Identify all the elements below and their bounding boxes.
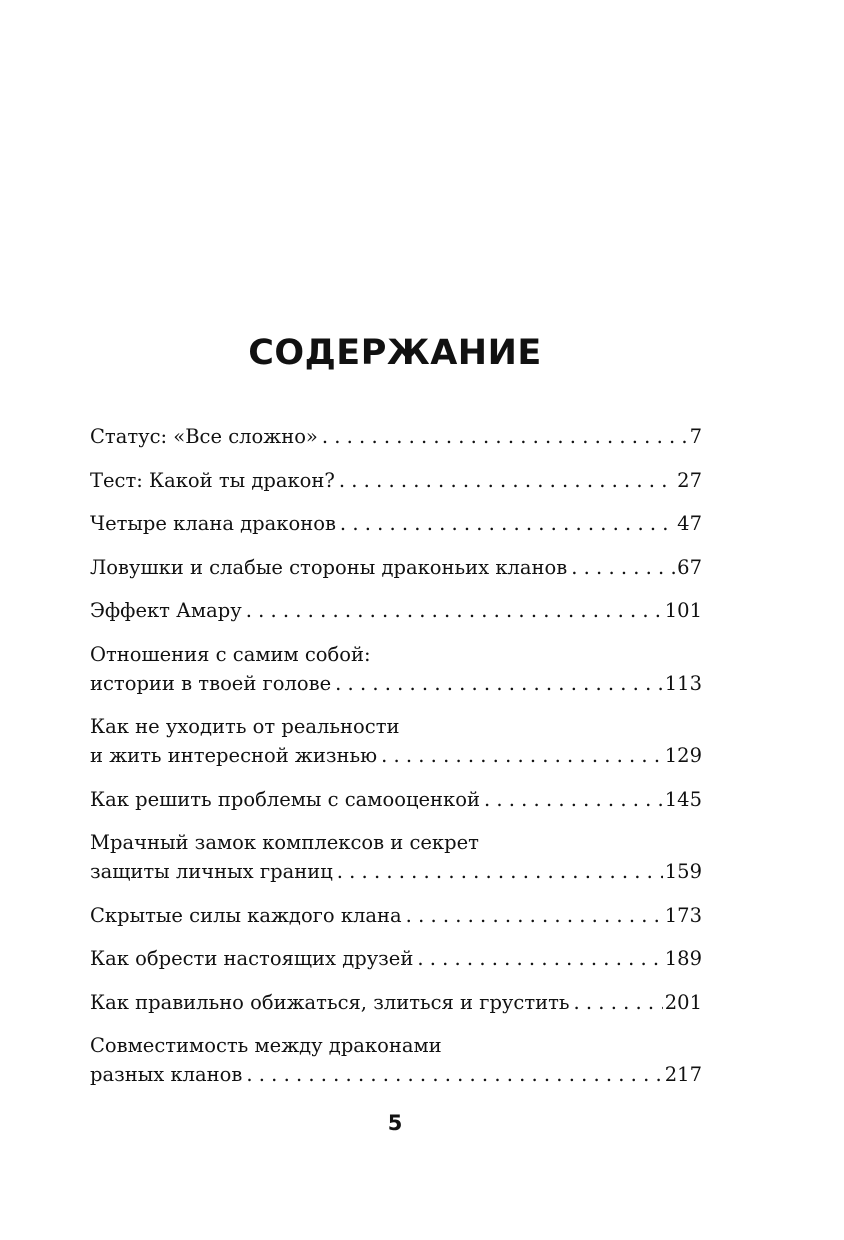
dot-leader <box>413 944 662 973</box>
dot-leader <box>242 596 663 625</box>
toc-entry-row <box>90 741 702 770</box>
toc-entry-page: 145 <box>664 787 702 811</box>
toc-entry-title: Ловушки и слабые стороны драконьих кланов <box>90 555 568 579</box>
dot-leader <box>336 509 675 538</box>
toc-entry <box>90 596 702 625</box>
toc-entry-row <box>90 669 702 698</box>
toc-entry <box>90 640 702 698</box>
toc-entry-row <box>90 596 702 625</box>
toc-entry <box>90 988 702 1017</box>
dot-leader <box>402 901 663 930</box>
page-title: СОДЕРЖАНИЕ <box>248 333 542 373</box>
toc-entry-page: 129 <box>664 744 702 767</box>
toc-entry-page: 189 <box>664 947 702 970</box>
toc-entry-row <box>90 422 702 451</box>
toc-entry-page: 201 <box>664 990 702 1014</box>
toc-entry-page: 173 <box>664 903 702 927</box>
toc-entry <box>90 553 702 582</box>
toc-entry-row <box>90 901 702 930</box>
toc-entry-row <box>90 1060 702 1089</box>
toc-entry-page: 217 <box>664 1063 702 1086</box>
toc-entry-title: Эффект Амару <box>90 599 242 622</box>
toc-entry-title: Статус: «Все сложно» <box>90 425 318 448</box>
dot-leader <box>570 988 663 1017</box>
toc-entry-page: 7 <box>689 425 702 448</box>
dot-leader <box>335 466 675 495</box>
toc-entry-row <box>90 509 702 538</box>
toc-entry-row <box>90 944 702 973</box>
toc-entry-title-line: Мрачный замок комплексов и секрет <box>90 831 479 854</box>
toc-entry-title: защиты личных границ <box>90 860 333 883</box>
toc-entry-title: Как обрести настоящих друзей <box>90 947 414 970</box>
toc-entry <box>90 1031 702 1089</box>
toc-entry-title: Как правильно обижаться, злиться и грустить <box>90 990 570 1014</box>
toc-entry-title: Как решить проблемы с самооценкой <box>90 787 480 811</box>
toc-entry <box>90 785 702 814</box>
dot-leader <box>480 785 663 814</box>
toc-entry-row <box>90 857 702 886</box>
toc-entry-title: разных кланов <box>90 1063 243 1086</box>
toc-entry-title: Тест: Какой ты дракон? <box>90 468 335 492</box>
toc-entry <box>90 509 702 538</box>
toc-entry-title: Скрытые силы каждого клана <box>90 903 402 927</box>
dot-leader <box>331 669 663 698</box>
toc-entry <box>90 712 702 770</box>
toc-entry <box>90 422 702 451</box>
toc-entry <box>90 901 702 930</box>
toc-entry-title-line: Как не уходить от реальности <box>90 715 400 738</box>
toc-entry-title: Четыре клана драконов <box>90 512 336 535</box>
dot-leader <box>318 422 688 451</box>
toc-entry-title-line: Совместимость между драконами <box>90 1034 442 1057</box>
toc-entry-page: 101 <box>664 599 702 622</box>
toc-entry-page: 67 <box>677 555 702 579</box>
toc-entry-title: истории в твоей голове <box>90 671 332 695</box>
page-number: 5 <box>387 1111 403 1135</box>
dot-leader <box>567 553 675 582</box>
toc-entry-page: 47 <box>677 512 702 535</box>
toc-entry-row <box>90 466 702 495</box>
toc-entry-title-line: Отношения с самим собой: <box>90 642 371 666</box>
dot-leader <box>333 857 663 886</box>
toc-entry-row <box>90 553 702 582</box>
toc-entry-row <box>90 785 702 814</box>
toc-entry <box>90 828 702 886</box>
toc-entry-page: 113 <box>664 671 702 695</box>
toc-entry-title: и жить интересной жизнью <box>90 744 378 767</box>
dot-leader <box>377 741 663 770</box>
table-of-contents <box>90 422 702 1104</box>
dot-leader <box>242 1060 662 1089</box>
toc-entry-row <box>90 988 702 1017</box>
toc-entry-page: 159 <box>664 860 702 883</box>
toc-entry <box>90 466 702 495</box>
toc-entry-page: 27 <box>677 468 702 492</box>
toc-entry <box>90 944 702 973</box>
